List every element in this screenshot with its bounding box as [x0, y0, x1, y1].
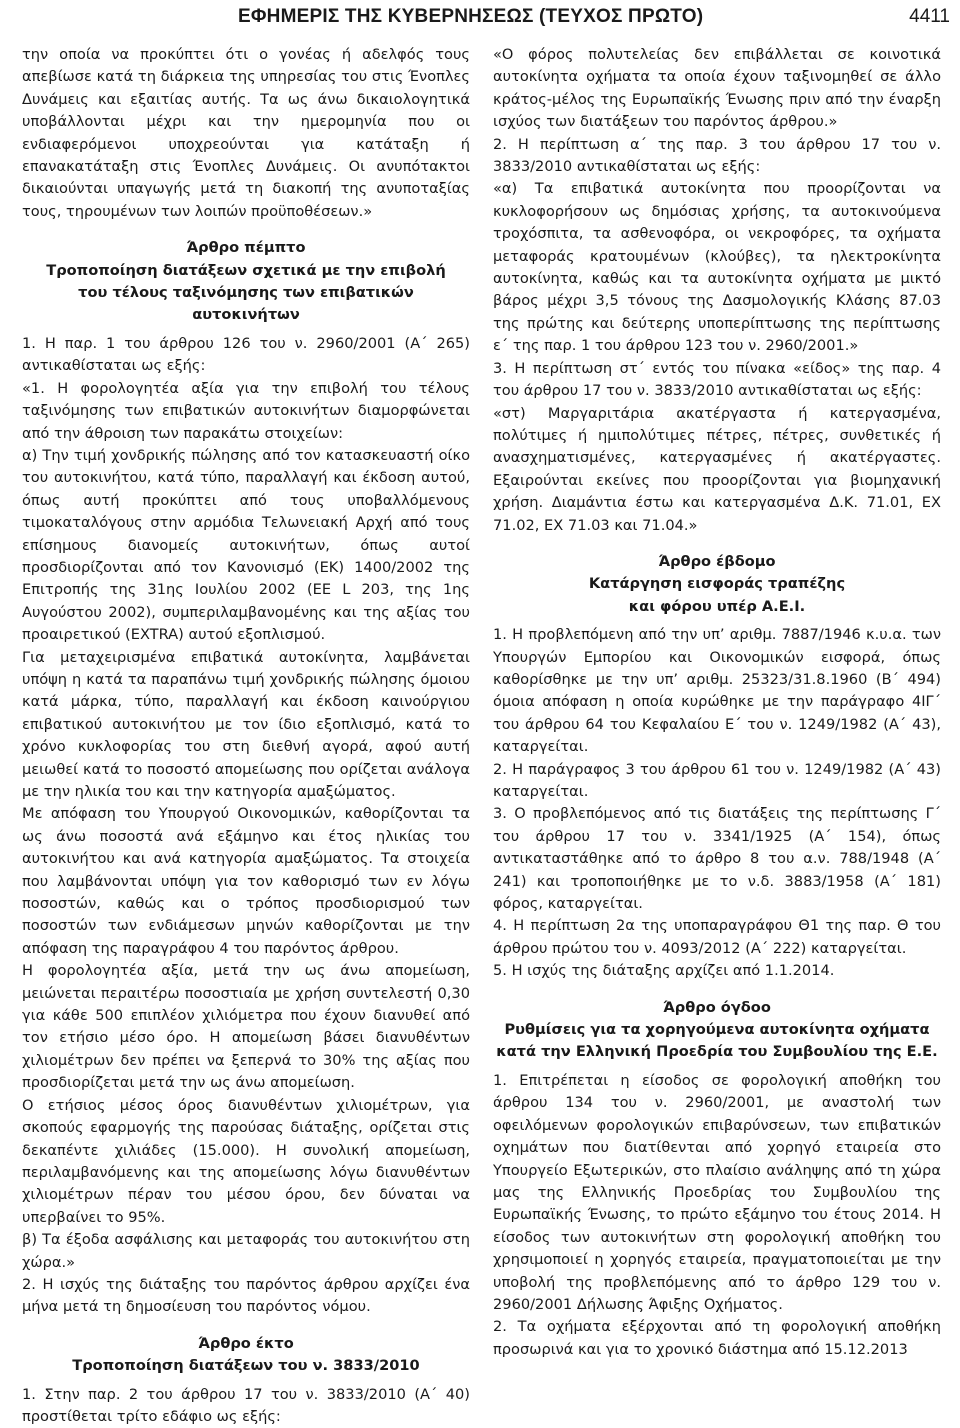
paragraph: την οποία να προκύπτει ότι ο γονέας ή αδελφός τους απεβίωσε κατά τη διάρκεια της υπηρεσίας του στις Ένοπλες Δυνάμεις και εξαιτίας αυτής. Τα ως άνω δικαιολογητικά υποβάλλονται μέχρι και την ημερομηνία που οι ενδιαφερόμενοι υποχρεούνται για κατάταξη ή επανακατάταξη στις Ένοπλες Δυνάμεις. Οι ανυπότακτοι δικαιούνται υπαγωγής μετά τη διακοπή της ανυποταξίας τους, τηρουμένων των λοιπών προϋποθέσεων.» — [22, 46, 470, 220]
article-subtitle: Κατάργηση εισφοράς τραπέζης — [588, 575, 846, 593]
paragraph: «στ) Μαργαριτάρια ακατέργαστα ή κατεργασμένα, πολύτιμες ή ημιπολύτιμες πέτρες, πέτρες, συνθετικές ή ανασχηματισμένες, κατεργασμένες ή ακατέργαστες. Εξαιρούνται εκείνες που προορίζονται για βιομηχανική χρήση. Διαμάντια έστω και κατεργασμένα Δ.Κ. 71.01, ΕΧ 71.02, ΕΧ 71.03 και 71.04.» — [493, 404, 941, 534]
paragraph: Η φορολογητέα αξία, μετά την ως άνω απομείωση, μειώνεται περαιτέρω ποσοστιαία με χρήση συντελεστή 0,30 για κάθε 500 επιπλέον χιλιόμετρα που έχουν διανυθεί από τον ετήσιο μέσο όρο. Η απομείωση βάσει διανυθέντων χιλιομέτρων δεν πρέπει να ξεπερνά το 30% της αξίας που προσδιορίζεται μετά την ως άνω απομείωση. — [22, 962, 470, 1092]
article-subtitle: κατά την Ελληνική Προεδρία του Συμβουλίου της Ε.Ε. — [496, 1043, 938, 1061]
article-subtitle: του τέλους ταξινόμησης των επιβατικών αυτοκινήτων — [78, 284, 414, 324]
article-7-heading — [493, 551, 941, 618]
article-title: Άρθρο έκτο — [198, 1334, 294, 1352]
article-subtitle: Ρυθμίσεις για τα χορηγούμενα αυτοκίνητα οχήματα — [504, 1021, 930, 1039]
paragraph: 1. Η παρ. 1 του άρθρου 126 του ν. 2960/2001 (Α΄ 265) αντικαθίσταται ως εξής: — [22, 334, 470, 375]
page-number: 4411 — [909, 6, 950, 27]
paragraph: 2. Η περίπτωση α΄ της παρ. 3 του άρθρου 17 του ν. 3833/2010 αντικαθίσταται ως εξής: — [493, 135, 941, 176]
gazette-title: ΕΦΗΜΕΡΙΣ ΤΗΣ ΚΥΒΕΡΝΗΣΕΩΣ (ΤΕΥΧΟΣ ΠΡΩΤΟ) — [238, 6, 704, 27]
paragraph: 1. Στην παρ. 2 του άρθρου 17 του ν. 3833/2010 (Α΄ 40) προστίθεται τρίτο εδάφιο ως εξής: — [22, 1385, 470, 1425]
left-column — [22, 44, 470, 1428]
paragraph: 3. Η περίπτωση στ΄ εντός του πίνακα «είδος» της παρ. 4 του άρθρου 17 του ν. 3833/2010 αντικαθίσταται ως εξής: — [493, 359, 941, 400]
article-title: Άρθρο πέμπτο — [186, 239, 306, 257]
article-6-heading — [22, 1333, 470, 1378]
paragraph: Ο ετήσιος μέσος όρος διανυθέντων χιλιομέτρων, για σκοπούς εφαρμογής της παρούσας διάταξης, ορίζεται στις δεκαπέντε χιλιάδες (15.000). Η συνολική απομείωση, περιλαμβανόμενης και της απομείωσης λόγω διανυθέντων χιλιομέτρων πέραν του μέσου όρου, δεν δύναται να υπερβαίνει το 95%. — [22, 1096, 470, 1226]
article-5-heading — [22, 237, 470, 327]
article-title: Άρθρο έβδομο — [658, 552, 776, 570]
paragraph: 1. Η προβλεπόμενη από την υπ’ αριθμ. 7887/1946 κ.υ.α. των Υπουργών Εμπορίου και Οικονομικών εισφορά, όπως καθορίσθηκε με την υπ’ αριθμ. 25323/31.8.1960 (Β΄ 494) όμοια απόφαση η οποία κυρώθηκε με την παράγραφο 4ΙΓ΄ του άρθρου 64 του Κεφαλαίου Ε΄ του ν. 1249/1982 (Α΄ 43), καταργείται. — [493, 626, 941, 756]
paragraph: 2. Η παράγραφος 3 του άρθρου 61 του ν. 1249/1982 (Α΄ 43) καταργείται. — [493, 760, 941, 800]
article-subtitle: και φόρου υπέρ Α.Ε.Ι. — [628, 597, 806, 615]
paragraph: 2. Τα οχήματα εξέρχονται από τη φορολογική αποθήκη προσωρινά και για το χρονικό διάστημα από 15.12.2013 — [493, 1318, 941, 1358]
paragraph: 4. Η περίπτωση 2α της υποπαραγράφου Θ1 της παρ. Θ του άρθρου πρώτου του ν. 4093/2012 (Α΄ 222) καταργείται. — [493, 917, 941, 957]
paragraph: 5. Η ισχύς της διάταξης αρχίζει από 1.1.2014. — [493, 962, 835, 980]
paragraph: α) Την τιμή χονδρικής πώλησης από τον κατασκευαστή οίκο του αυτοκινήτου, κατά τύπο, παραλλαγή και έκδοση αυτού, όπως αυτή προκύπτει από τους υποβαλλόμενους τιμοκαταλόγους στην αρμόδια Τελωνειακή Αρχή από τους επίσημους διανομείς αυτοκινήτων, όπως αυτοί προσδιορίζονται από τον Κανονισμό (ΕΚ) 1400/2002 της Επιτροπής της 31ης Ιουλίου 2002 (ΕΕ L 203, της 1ης Αυγούστου 2002), συμπεριλαμβανομένης και της αξίας του προαιρετικού (EXTRA) αυτού εξοπλισμού. — [22, 446, 470, 644]
paragraph: «1. Η φορολογητέα αξία για την επιβολή του τέλους ταξινόμησης των επιβατικών αυτοκινήτων διαμορφώνεται από την άθροιση των παρακάτω στοιχείων: — [22, 379, 470, 442]
paragraph: β) Τα έξοδα ασφάλισης και μεταφοράς του αυτοκινήτου στη χώρα.» — [22, 1231, 470, 1271]
paragraph: «α) Τα επιβατικά αυτοκίνητα που προορίζονται να κυκλοφορήσουν ως δημόσιας χρήσης, τα αυτοκινούμενα τροχόσπιτα, τα ασθενοφόρα, οι νεκροφόρες, τα οχήματα μεταφοράς κρατουμένων (κλούβες), τα ηλεκτροκίνητα αυτοκίνητα, καθώς και τα αυτοκίνητα οχήματα με μικτό βάρος μέχρι 3,5 τόνους της Δασμολογικής Κλάσης 87.03 της πρώτης και δεύτερης υποπερίπτωσης της περίπτωσης ε΄ της παρ. 1 του άρθρου 123 του ν. 2960/2001.» — [493, 180, 941, 355]
article-subtitle: Τροποποίηση διατάξεων του ν. 3833/2010 — [72, 1357, 420, 1375]
article-title: Άρθρο όγδοο — [663, 998, 771, 1016]
paragraph: Για μεταχειρισμένα επιβατικά αυτοκίνητα, λαμβάνεται υπόψη η κατά τα παραπάνω τιμή χονδρικής πώλησης όμοιου κατά μάρκα, τύπο, παραλλαγή και έκδοση καινούργιου επιβατικού αυτοκινήτου με τον ίδιο εξοπλισμό, κατά το χρόνο κυκλοφορίας του στη διεθνή αγορά, αφού αυτή μειωθεί κατά το ποσοστό απομείωσης που ορίζεται ανάλογα με την ηλικία του και την κατηγορία αμαξώματος. — [22, 648, 470, 800]
paragraph: 1. Επιτρέπεται η είσοδος σε φορολογική αποθήκη του άρθρου 134 του ν. 2960/2001, με αναστολή των οφειλόμενων φορολογικών επιβαρύνσεων, των επιβατικών οχημάτων που διατίθενται από χορηγό εταιρεία στο Υπουργείο Εξωτερικών, στο πλαίσιο ανάληψης από τη χώρα μας της Ελληνικής Προεδρίας του Συμβουλίου της Ευρωπαϊκής Ένωσης, το πρώτο εξάμηνο του έτους 2014. Η είσοδος των αυτοκινήτων στη φορολογική αποθήκη του χρησιμοποιεί η χορηγός εταιρεία, πραγματοποιείται με την υποβολή της προβλεπόμενης από το άρθρο 129 του ν. 2960/2001 Δήλωσης Άφιξης Οχήματος. — [493, 1071, 941, 1313]
article-8-heading — [493, 997, 941, 1064]
article-subtitle: Τροποποίηση διατάξεων σχετικά με την επιβολή — [46, 261, 446, 279]
paragraph: Με απόφαση του Υπουργού Οικονομικών, καθορίζονται τα ως άνω ποσοστά ανά εξάμηνο και έτος ηλικίας του αυτοκινήτου και ανά κατηγορία αμαξώματος. Τα στοιχεία που λαμβάνονται υπόψη για τον καθορισμό των εν λόγω ποσοστών, καθώς και ο τρόπος προσδιορισμού των ποσοστών των ενδιάμεσων μηνών καθορίζονται με την απόφαση της παραγράφου 4 του παρόντος άρθρου. — [22, 805, 470, 957]
right-column — [493, 44, 941, 1361]
paragraph: 2. Η ισχύς της διάταξης του παρόντος άρθρου αρχίζει ένα μήνα μετά τη δημοσίευση του παρόντος νόμου. — [22, 1275, 470, 1316]
paragraph: 3. Ο προβλεπόμενος από τις διατάξεις της περίπτωσης Γ΄ του άρθρου 17 του ν. 3341/1925 (Α΄ 154), όπως αντικαταστάθηκε από το άρθρο 8 του α.ν. 788/1948 (Α΄ 241) και τροποποιήθηκε με το ν.δ. 3883/1958 (Α΄ 181) φόρος, καταργείται. — [493, 805, 941, 913]
paragraph: «Ο φόρος πολυτελείας δεν επιβάλλεται σε κοινοτικά αυτοκίνητα οχήματα τα οποία έχουν ταξινομηθεί σε άλλο κράτος-μέλος της Ευρωπαϊκής Ένωσης πριν από την έναρξη ισχύος των διατάξεων του παρόντος άρθρου.» — [493, 46, 941, 131]
page-header — [0, 4, 960, 32]
